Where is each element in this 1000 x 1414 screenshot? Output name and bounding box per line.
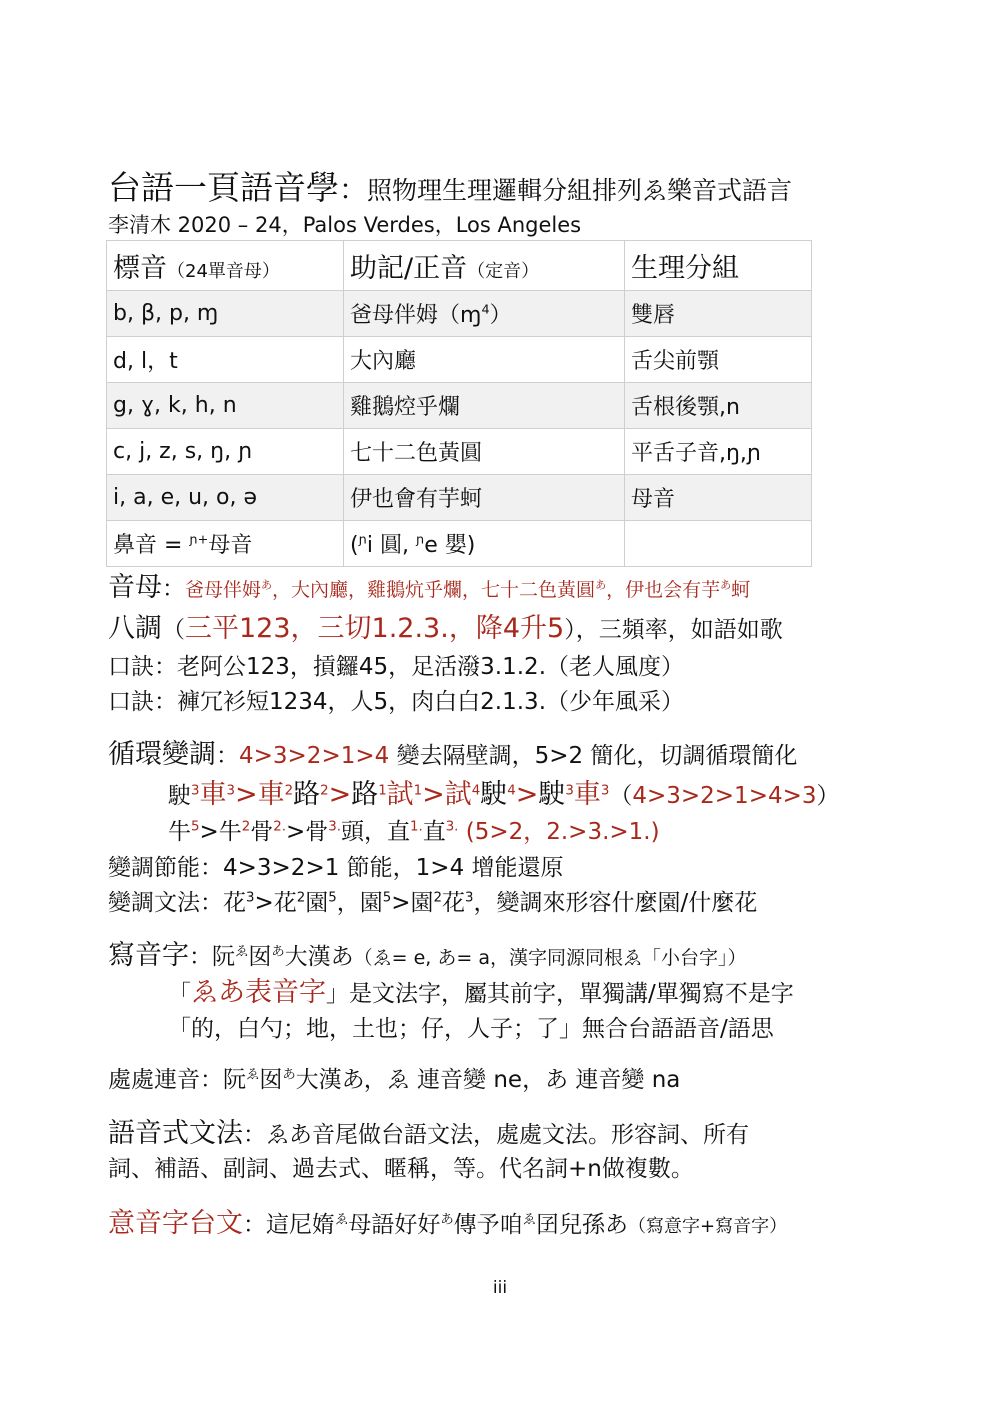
byline: 李清木 2020 – 24，Palos Verdes，Los Angeles <box>108 213 582 237</box>
table-row <box>107 429 812 475</box>
yiyin-line: 意音字台文：這尼媠$^ゑ$母語好好$^あ$傳予咱$^ゑ$囝兒孫あ（寫意字+寫音字） <box>108 1208 788 1239</box>
table-cell: 雞鵝焢乎爛 <box>344 383 625 429</box>
koujue-line-2: 口訣：褲冗衫短1234，人5，肉白白2.1.3.（少年風采） <box>108 689 684 715</box>
header-cell-group: 生理分組 <box>625 241 812 291</box>
sandhi-energy-line: 變調節能：4>3>2>1 節能，1>4 增能還原 <box>108 855 564 881</box>
yinmu-line: 音母：爸母伴姆$^あ$，大內廳，雞鵝炕乎爛，七十二色黃圓$^あ$，伊也会有芋$^あ$蚵 <box>108 572 751 603</box>
table-cell: g, ɣ, k, h, n <box>107 383 344 429</box>
page-number: iii <box>492 1278 508 1298</box>
phoneme-table <box>106 240 812 567</box>
table-cell: i, a, e, u, o, ə <box>107 475 344 521</box>
xieyin-line-3: 「的，白勺；地，土也；仔，人子；了」無合台語語音/語思 <box>168 1016 774 1042</box>
sandhi-example-2: 牛$^5$>牛$^2$骨$^{2.}$>骨$^{3.}$頭，直$^{1.}$直$^{3.}$ (5>2，2.>3.>1.) <box>168 819 660 845</box>
table-cell: c, j, z, s, ŋ, ɲ <box>107 429 344 475</box>
page-title: 台語一頁語音學：照物理生理邏輯分組排列ゑ樂音式語言 <box>108 168 793 207</box>
table-cell: 平舌子音,ŋ,ɲ <box>625 429 812 475</box>
table-cell: 雙唇 <box>625 291 812 337</box>
liaison-line: 處處連音：阮$^ゑ$囡$^あ$大漢あ，ゑ 連音變 ne，あ 連音變 na <box>108 1067 681 1093</box>
table-cell: 大內廳 <box>344 337 625 383</box>
xieyin-line-2: 「ゑあ表音字」是文法字，屬其前字，單獨講/單獨寫不是字 <box>168 977 794 1008</box>
sandhi-example-1: 駛$^3$車$^3$>車$^2$路$^2$>路$^1$試$^1$>試$^4$駛$^4$>駛$^3$車$^3$（4>3>2>1>4>3） <box>168 779 840 810</box>
table-cell: d, l，t <box>107 337 344 383</box>
table-cell: 舌根後顎,n <box>625 383 812 429</box>
table-cell: 母音 <box>625 475 812 521</box>
table-cell <box>625 521 812 567</box>
table-row <box>107 291 812 337</box>
table-cell: ($^ɲ$i 圓, $^ɲ$e 嬰) <box>344 521 625 567</box>
sandhi-line: 循環變調：4>3>2>1>4 變去隔壁調，5>2 簡化，切調循環簡化 <box>108 739 798 770</box>
table-cell: 七十二色黃圓 <box>344 429 625 475</box>
table-row <box>107 337 812 383</box>
sandhi-grammar-line: 變調文法：花$^3$>花$^2$園$^5$，園$^5$>園$^2$花$^3$，變調來形容什麼園/什麼花 <box>108 890 758 916</box>
table-row <box>107 383 812 429</box>
table-cell: 伊也會有芋蚵 <box>344 475 625 521</box>
table-cell: b, β, p, ɱ <box>107 291 344 337</box>
table-cell: 爸母伴姆（ɱ$^4$） <box>344 291 625 337</box>
table-cell: 舌尖前顎 <box>625 337 812 383</box>
header-cell-notation: 標音（24單音母） <box>107 241 344 291</box>
grammar-line-2: 詞、補語、副詞、過去式、暱稱，等。代名詞+n做複數。 <box>108 1156 694 1182</box>
table-row <box>107 475 812 521</box>
table-header-row <box>107 241 812 291</box>
xieyin-line: 寫音字：阮$^ゑ$囡$^あ$大漢あ（ゑ= e, あ= a，漢字同源同根ゑ「小台字」） <box>108 940 747 971</box>
header-cell-mnemonic: 助記/正音（定音） <box>344 241 625 291</box>
table-cell: 鼻音 = $^{ɲ+}$母音 <box>107 521 344 567</box>
koujue-line-1: 口訣：老阿公123，摃鑼45，足活潑3.1.2.（老人風度） <box>108 654 684 680</box>
table-row <box>107 521 812 567</box>
badiao-line: 八調（三平123，三切1.2.3.，降4升5），三頻率，如語如歌 <box>108 613 783 644</box>
grammar-line-1: 語音式文法：ゑあ音尾做台語文法，處處文法。形容詞、所有 <box>108 1118 749 1149</box>
